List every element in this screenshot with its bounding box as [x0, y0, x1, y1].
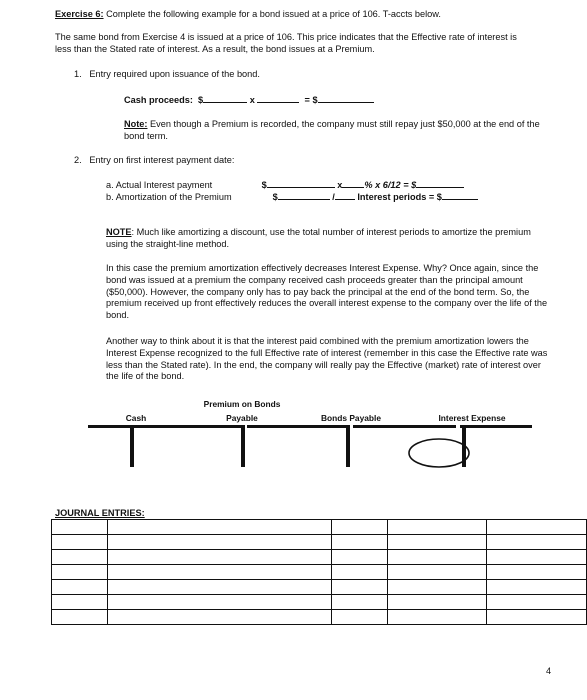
table-row — [52, 535, 587, 550]
journal-entries-table — [51, 519, 587, 625]
intro-paragraph: The same bond from Exercise 4 is issued at a price of 106. This price indicates that the Effective rate of interest is less than the Stated rate of interest. As a result, the bond issues at a Premium. — [55, 32, 517, 54]
item-2b-periods-blank[interactable] — [335, 190, 355, 200]
t-account-label-interest-expense: Interest Expense — [438, 413, 506, 423]
note-2-label: NOTE — [106, 227, 132, 237]
item-1-text: Entry required upon issuance of the bond. — [89, 69, 260, 79]
item-2a-rest: % x 6/12 = $ — [364, 180, 417, 190]
t-account-label-premium-line-1: Premium on Bonds — [203, 399, 281, 409]
item-2b-rest: Interest periods = $ — [357, 192, 442, 202]
table-row — [52, 565, 587, 580]
item-2b-result-blank[interactable] — [442, 190, 478, 200]
item-2b-dollar: $ — [272, 192, 278, 202]
t-account-label-bonds-payable: Bonds Payable — [320, 413, 382, 423]
exercise-label: Exercise 6: — [55, 9, 104, 19]
cash-proceeds-result-blank[interactable] — [318, 93, 374, 103]
item-2a-blank-1[interactable] — [267, 178, 335, 188]
cash-proceeds-label: Cash proceeds: — [124, 95, 193, 105]
cash-dollar-sign: $ — [198, 95, 204, 105]
note-1-text: Even though a Premium is recorded, the company must still repay just $50,000 at the end of the bond term. — [124, 119, 540, 141]
cash-proceeds-blank-1[interactable] — [203, 93, 247, 103]
table-row — [52, 580, 587, 595]
exercise-heading — [55, 9, 525, 21]
page-number: 4 — [546, 666, 552, 676]
item-2-text: Entry on first interest payment date: — [89, 155, 235, 165]
journal-entries-title: JOURNAL ENTRIES: — [55, 508, 145, 518]
item-2a-result-blank[interactable] — [416, 178, 464, 188]
t-account-label-premium-line-2: Payable — [226, 413, 258, 423]
item-2-number: 2. — [74, 155, 82, 165]
item-2a-rate-blank[interactable] — [342, 178, 364, 188]
note-1 — [124, 119, 544, 143]
item-1 — [74, 69, 260, 81]
cash-equals-sign: = $ — [304, 95, 318, 105]
table-row — [52, 595, 587, 610]
cash-proceeds-blank-2[interactable] — [257, 93, 299, 103]
item-2b-label: b. Amortization of the Premium — [106, 192, 232, 202]
item-2b-line — [106, 190, 478, 204]
table-row — [52, 520, 587, 535]
exercise-instruction: Complete the following example for a bond issued at a price of 106. T-accts below. — [103, 9, 441, 19]
note-1-label: Note: — [124, 119, 148, 129]
item-2b-blank-1[interactable] — [278, 190, 330, 200]
item-2b-slash: / — [332, 192, 335, 202]
table-row — [52, 610, 587, 625]
item-2a-dollar: $ — [261, 180, 267, 190]
item-2a-label: a. Actual Interest payment — [106, 180, 213, 190]
paragraph-effective-rate: Another way to think about it is that the interest paid combined with the premium amortization lowers the Interest Expense recognized to the full Effective rate of interest (remember in this case the Effective rate was less than the Stated rate). In the end, the company will really pay the Effective (market) rate of interest over the life of the bond. — [106, 336, 548, 382]
note-2 — [106, 227, 542, 251]
note-2-text: : Much like amortizing a discount, use the total number of interest periods to amortize the premium using the straight-line method. — [106, 227, 531, 249]
item-2 — [74, 155, 234, 167]
cash-proceeds-line — [124, 93, 374, 107]
paragraph-premium-explanation: In this case the premium amortization effectively decreases Interest Expense. Why? Once again, since the bond was issued at a premium the company received cash proceeds greater than the principal amount ($50,000). However, the company only has to pay back the principal at the end of the bond term. So, the premium received up front effectively reduces the overall interest expense to the company over the life of the bond. — [106, 263, 548, 321]
cash-times-sign: x — [249, 95, 255, 105]
circle-annotation-icon — [404, 436, 474, 470]
table-row — [52, 550, 587, 565]
item-2a-times: x — [337, 180, 343, 190]
item-1-number: 1. — [74, 69, 82, 79]
t-account-label-cash: Cash — [125, 413, 147, 423]
